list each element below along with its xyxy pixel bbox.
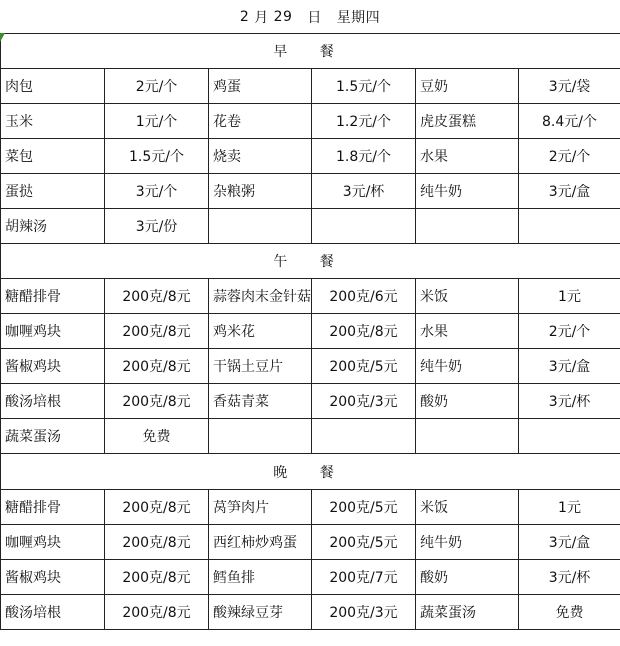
dish-name: 酱椒鸡块 <box>1 349 105 384</box>
dish-price: 免费 <box>519 595 620 630</box>
dish-price: 1.5元/个 <box>312 69 416 104</box>
dish-name <box>416 209 519 244</box>
lunch-title: 午 餐 <box>1 244 620 279</box>
dish-price: 3元/杯 <box>519 560 620 595</box>
dish-name: 鸡蛋 <box>209 69 312 104</box>
meal-table <box>0 33 620 630</box>
dish-name: 杂粮粥 <box>209 174 312 209</box>
dish-name: 胡辣汤 <box>1 209 105 244</box>
dish-price: 200克/5元 <box>312 490 416 525</box>
dish-price <box>519 419 620 454</box>
dish-price: 200克/3元 <box>312 595 416 630</box>
date-month: 2 <box>239 8 250 25</box>
dish-price: 200克/3元 <box>312 384 416 419</box>
dish-name: 蔬菜蛋汤 <box>1 419 105 454</box>
dish-name: 糖醋排骨 <box>1 279 105 314</box>
dish-price: 200克/8元 <box>105 384 209 419</box>
table-row <box>1 139 620 174</box>
dish-name: 米饭 <box>416 279 519 314</box>
date-day-unit: 日 <box>307 9 322 26</box>
dish-price: 3元/袋 <box>519 69 620 104</box>
dish-price: 3元/份 <box>105 209 209 244</box>
dish-name: 米饭 <box>416 490 519 525</box>
dish-price: 3元/盒 <box>519 525 620 560</box>
table-row <box>1 490 620 525</box>
dish-name: 西红柿炒鸡蛋 <box>209 525 312 560</box>
dish-price: 200克/8元 <box>312 314 416 349</box>
dish-price: 3元/盒 <box>519 174 620 209</box>
dish-name: 豆奶 <box>416 69 519 104</box>
table-row <box>1 174 620 209</box>
dish-name: 鳕鱼排 <box>209 560 312 595</box>
dish-name: 酸辣绿豆芽 <box>209 595 312 630</box>
dish-price: 200克/8元 <box>105 349 209 384</box>
table-row <box>1 104 620 139</box>
dish-price: 200克/8元 <box>105 560 209 595</box>
dish-price <box>312 209 416 244</box>
date-weekday: 星期四 <box>336 9 381 26</box>
table-row <box>1 209 620 244</box>
dish-price: 200克/5元 <box>312 525 416 560</box>
dish-name: 玉米 <box>1 104 105 139</box>
dish-price: 200克/8元 <box>105 314 209 349</box>
table-row <box>1 525 620 560</box>
dish-price: 200克/8元 <box>105 490 209 525</box>
dish-name: 酸奶 <box>416 560 519 595</box>
table-row <box>1 69 620 104</box>
dish-price: 3元/杯 <box>312 174 416 209</box>
dinner-header-row <box>1 454 620 490</box>
dish-name: 鸡米花 <box>209 314 312 349</box>
dish-price: 200克/5元 <box>312 349 416 384</box>
dish-price: 3元/个 <box>105 174 209 209</box>
date-day: 29 <box>273 8 293 25</box>
dish-name <box>209 419 312 454</box>
dish-name: 烧卖 <box>209 139 312 174</box>
dish-name: 蔬菜蛋汤 <box>416 595 519 630</box>
date-header <box>0 0 620 33</box>
dish-name: 虎皮蛋糕 <box>416 104 519 139</box>
dish-price: 1元 <box>519 279 620 314</box>
dish-name: 蒜蓉肉末金针菇 <box>209 279 312 314</box>
dish-price: 1.5元/个 <box>105 139 209 174</box>
table-row <box>1 419 620 454</box>
dinner-title: 晚 餐 <box>1 454 620 490</box>
table-row <box>1 595 620 630</box>
dish-name: 酱椒鸡块 <box>1 560 105 595</box>
dish-price: 1.8元/个 <box>312 139 416 174</box>
dish-name: 花卷 <box>209 104 312 139</box>
dish-name: 酸汤培根 <box>1 384 105 419</box>
dish-price: 2元/个 <box>519 314 620 349</box>
dish-name: 酸汤培根 <box>1 595 105 630</box>
table-row <box>1 384 620 419</box>
dish-name: 纯牛奶 <box>416 174 519 209</box>
dish-price: 2元/个 <box>105 69 209 104</box>
dish-name: 糖醋排骨 <box>1 490 105 525</box>
dish-price: 3元/杯 <box>519 384 620 419</box>
dish-name: 香菇青菜 <box>209 384 312 419</box>
lunch-header-row <box>1 244 620 279</box>
table-row <box>1 314 620 349</box>
dish-name <box>416 419 519 454</box>
table-row <box>1 560 620 595</box>
cell-corner-marker <box>0 33 5 42</box>
dish-price: 200克/7元 <box>312 560 416 595</box>
table-row <box>1 279 620 314</box>
dish-name: 纯牛奶 <box>416 525 519 560</box>
dish-price: 3元/盒 <box>519 349 620 384</box>
dish-name: 咖喱鸡块 <box>1 314 105 349</box>
date-month-unit: 月 <box>254 9 269 26</box>
dish-price: 200克/8元 <box>105 525 209 560</box>
dish-name: 咖喱鸡块 <box>1 525 105 560</box>
dish-name <box>209 209 312 244</box>
dish-name: 纯牛奶 <box>416 349 519 384</box>
dish-price: 1元/个 <box>105 104 209 139</box>
dish-name: 肉包 <box>1 69 105 104</box>
dish-price: 200克/6元 <box>312 279 416 314</box>
dish-price <box>312 419 416 454</box>
dish-name: 酸奶 <box>416 384 519 419</box>
dish-name: 菜包 <box>1 139 105 174</box>
dish-name: 水果 <box>416 139 519 174</box>
dish-price: 1元 <box>519 490 620 525</box>
dish-price: 免费 <box>105 419 209 454</box>
breakfast-header-row <box>1 34 620 69</box>
dish-name: 蛋挞 <box>1 174 105 209</box>
dish-name: 水果 <box>416 314 519 349</box>
breakfast-title: 早 餐 <box>1 34 620 69</box>
dish-price <box>519 209 620 244</box>
dish-price: 200克/8元 <box>105 595 209 630</box>
dish-name: 干锅土豆片 <box>209 349 312 384</box>
dish-price: 1.2元/个 <box>312 104 416 139</box>
dish-price: 200克/8元 <box>105 279 209 314</box>
table-row <box>1 349 620 384</box>
dish-name: 莴笋肉片 <box>209 490 312 525</box>
dish-price: 8.4元/个 <box>519 104 620 139</box>
dish-price: 2元/个 <box>519 139 620 174</box>
